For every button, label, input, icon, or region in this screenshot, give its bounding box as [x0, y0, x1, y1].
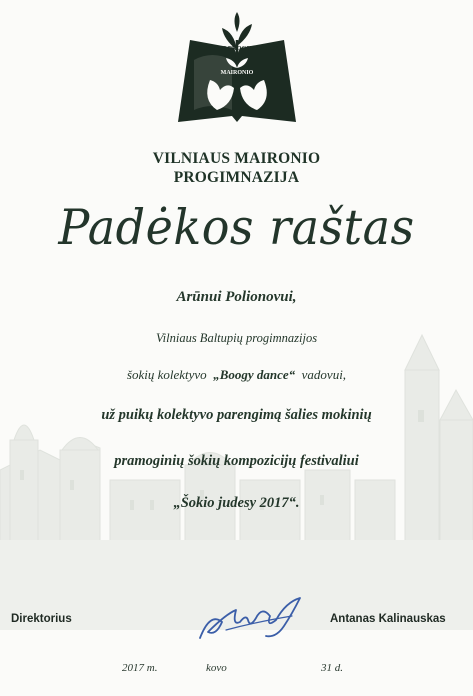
collective-line	[0, 367, 473, 383]
festival-name: „Šokio judesy 2017“.	[173, 495, 300, 511]
body-line-4: už puikų kolektyvo parengimą šalies mokinių	[101, 407, 372, 423]
collective-suffix: vadovui,	[301, 367, 347, 382]
body-line-5: pramoginių šokių kompozicijų festivaliui	[114, 453, 359, 469]
logo-text-book: MAIRONIO	[220, 70, 254, 76]
collective-name: „Boogy dance“	[213, 367, 296, 382]
director-name: Antanas Kalinauskas	[330, 613, 446, 625]
recipient-school: Vilniaus Baltupių progimnazijos	[155, 331, 318, 345]
date-month: kovo	[206, 662, 227, 674]
school-name-line1: VILNIAUS MAIRONIO	[152, 150, 321, 167]
date-day: 31 d.	[321, 662, 343, 674]
logo-text-top: VILNIAUS PROGIMNAZIJA	[194, 45, 280, 52]
certificate-title: Padėkos raštas	[58, 198, 415, 256]
signature-icon	[196, 592, 308, 644]
school-logo-icon	[172, 10, 302, 138]
director-role: Direktorius	[11, 613, 72, 625]
school-name-line2: PROGIMNAZIJA	[173, 169, 300, 186]
collective-prefix: šokių kolektyvo	[126, 367, 207, 382]
date-year: 2017 m.	[122, 662, 158, 674]
recipient-name: Arūnui Polionovui,	[176, 289, 297, 305]
